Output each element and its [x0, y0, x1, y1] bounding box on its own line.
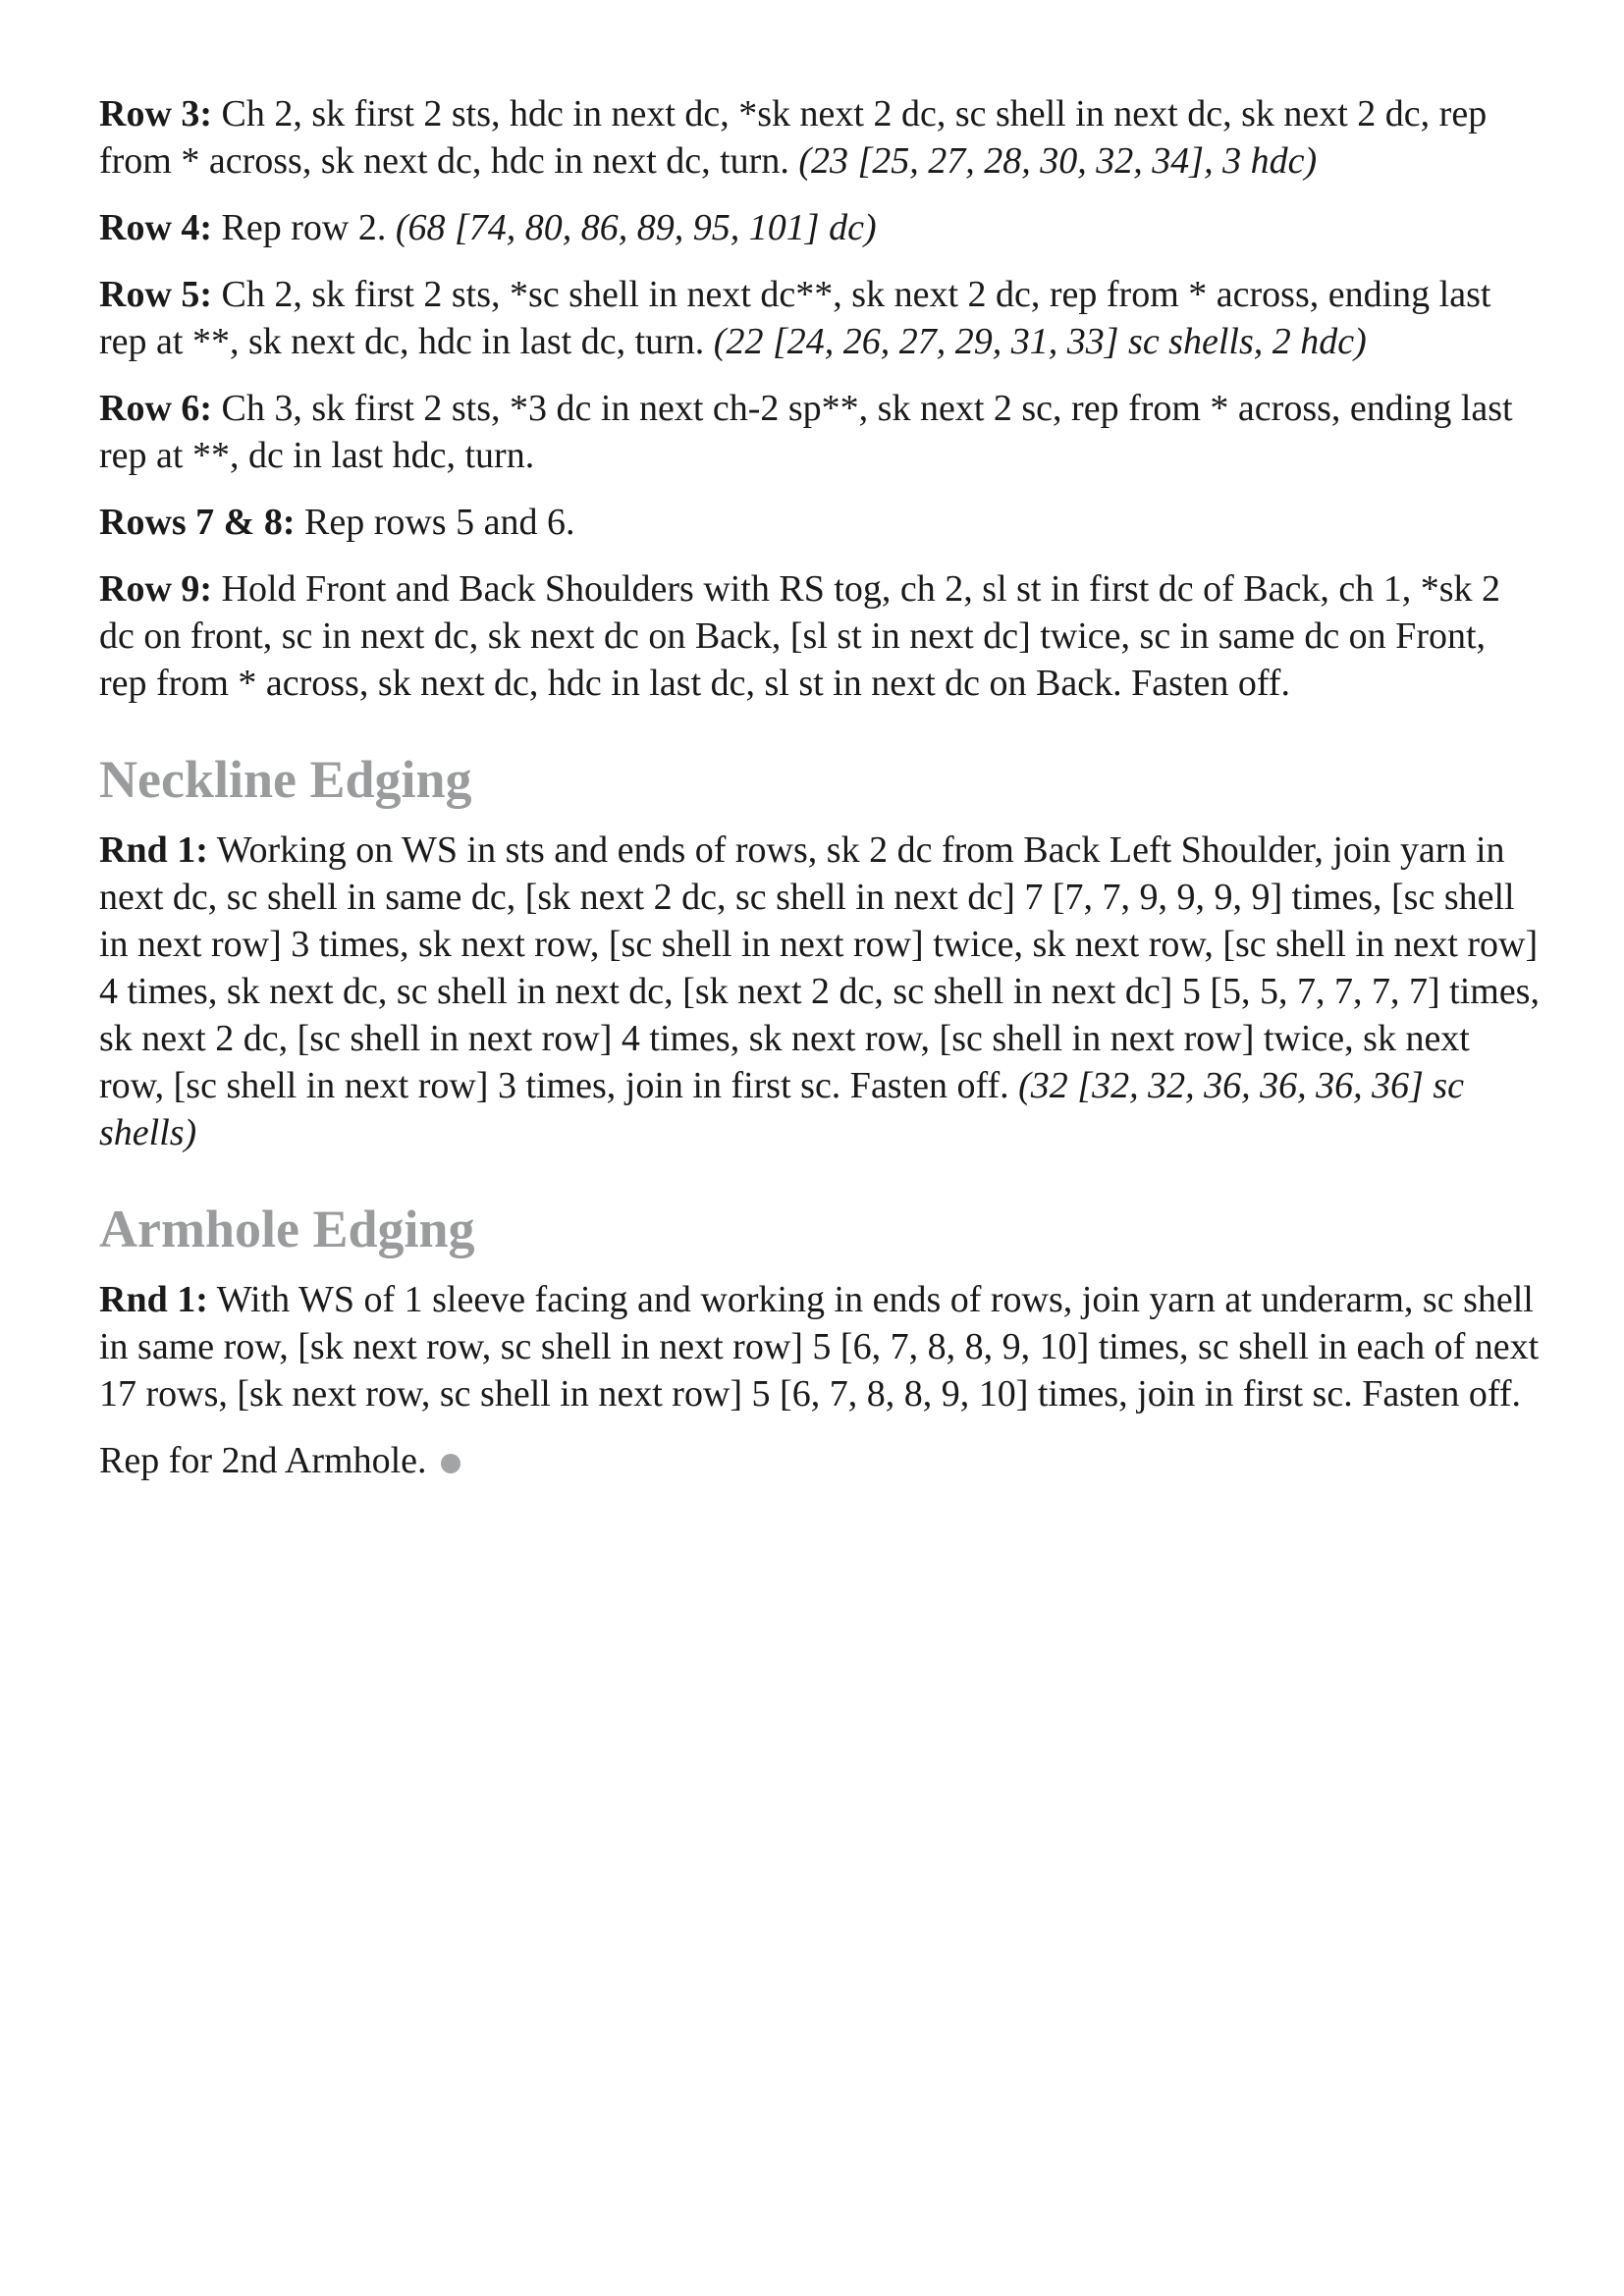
stitch-count: (32 [32, 32, 36, 36, 36, 36] sc shells): [99, 1065, 1465, 1153]
row-label: Row 3:: [99, 93, 213, 134]
armhole-rnd-1-instruction: [99, 1276, 1543, 1417]
row-9-instruction: [99, 565, 1543, 707]
row-5-instruction: [99, 271, 1543, 365]
row-6-instruction: [99, 385, 1543, 479]
stitch-count: (23 [25, 27, 28, 30, 32, 34], 3 hdc): [798, 140, 1318, 182]
row-text: Rep row 2.: [212, 207, 396, 248]
rows-7-8-instruction: [99, 499, 1543, 546]
rnd-text: Working on WS in sts and ends of rows, sk 2 dc from Back Left Shoulder, join yarn in next dc, sc shell in same dc, [sk next 2 dc, sc shell in next dc] 7 [7, 7, 9, 9, 9, 9] times, [sc shell in next row] 3 times, sk next row, [sc shell in next row] twice, sk next row, [sc shell in next row] 4 times, sk next dc, sc shell in next dc, [sk next 2 dc, sc shell in next dc] 5 [5, 5, 7, 7, 7, 7] times, sk next 2 dc, [sc shell in next row] 4 times, sk next row, [sc shell in next row] twice, sk next row, [sc shell in next row] 3 times, join in first sc. Fasten off.: [99, 829, 1540, 1106]
armhole-edging-heading: Armhole Edging: [99, 1200, 475, 1258]
row-label: Row 9:: [99, 568, 213, 610]
row-label: Row 5:: [99, 274, 213, 315]
row-label: Row 6:: [99, 388, 213, 429]
end-of-pattern-dot-icon: [441, 1454, 460, 1473]
rnd-text: With WS of 1 sleeve facing and working in ends of rows, join yarn at underarm, sc shell in same row, [sk next row, sc shell in next row] 5 [6, 7, 8, 8, 9, 10] times, sc shell in each of next 17 rows, [sk next row, sc shell in next row] 5 [6, 7, 8, 8, 9, 10] times, join in first sc. Fasten off.: [99, 1279, 1540, 1415]
row-label: Rows 7 & 8:: [99, 502, 296, 543]
neckline-rnd-1-instruction: [99, 827, 1543, 1156]
armhole-final-instruction: [99, 1437, 1543, 1484]
row-text: Ch 3, sk first 2 sts, *3 dc in next ch-2 sp**, sk next 2 sc, rep from * across, ending last rep at **, dc in last hdc, turn.: [99, 388, 1513, 476]
stitch-count: (22 [24, 26, 27, 29, 31, 33] sc shells, 2 hdc): [713, 321, 1367, 362]
pattern-page: [99, 90, 1543, 1504]
stitch-count: (68 [74, 80, 86, 89, 95, 101] dc): [395, 207, 877, 248]
row-text: Ch 2, sk first 2 sts, hdc in next dc, *sk next 2 dc, sc shell in next dc, sk next 2 dc, rep from * across, sk next dc, hdc in next dc, turn.: [99, 93, 1488, 182]
row-4-instruction: [99, 204, 1543, 251]
neckline-edging-heading: Neckline Edging: [99, 750, 472, 809]
rnd-label: Rnd 1:: [99, 1279, 208, 1320]
row-text: Hold Front and Back Shoulders with RS tog, ch 2, sl st in first dc of Back, ch 1, *sk 2 dc on front, sc in next dc, sk next dc on Back, [sl st in next dc] twice, sc in same dc on Front, rep from * across, sk next dc, hdc in last dc, sl st in next dc on Back. Fasten off.: [99, 568, 1501, 704]
row-3-instruction: [99, 90, 1543, 185]
rnd-label: Rnd 1:: [99, 829, 208, 871]
final-text: Rep for 2nd Armhole.: [99, 1440, 427, 1481]
row-text: Rep rows 5 and 6.: [295, 502, 575, 543]
row-text: Ch 2, sk first 2 sts, *sc shell in next dc**, sk next 2 dc, rep from * across, ending last rep at **, sk next dc, hdc in last dc, turn.: [99, 274, 1491, 362]
row-label: Row 4:: [99, 207, 213, 248]
